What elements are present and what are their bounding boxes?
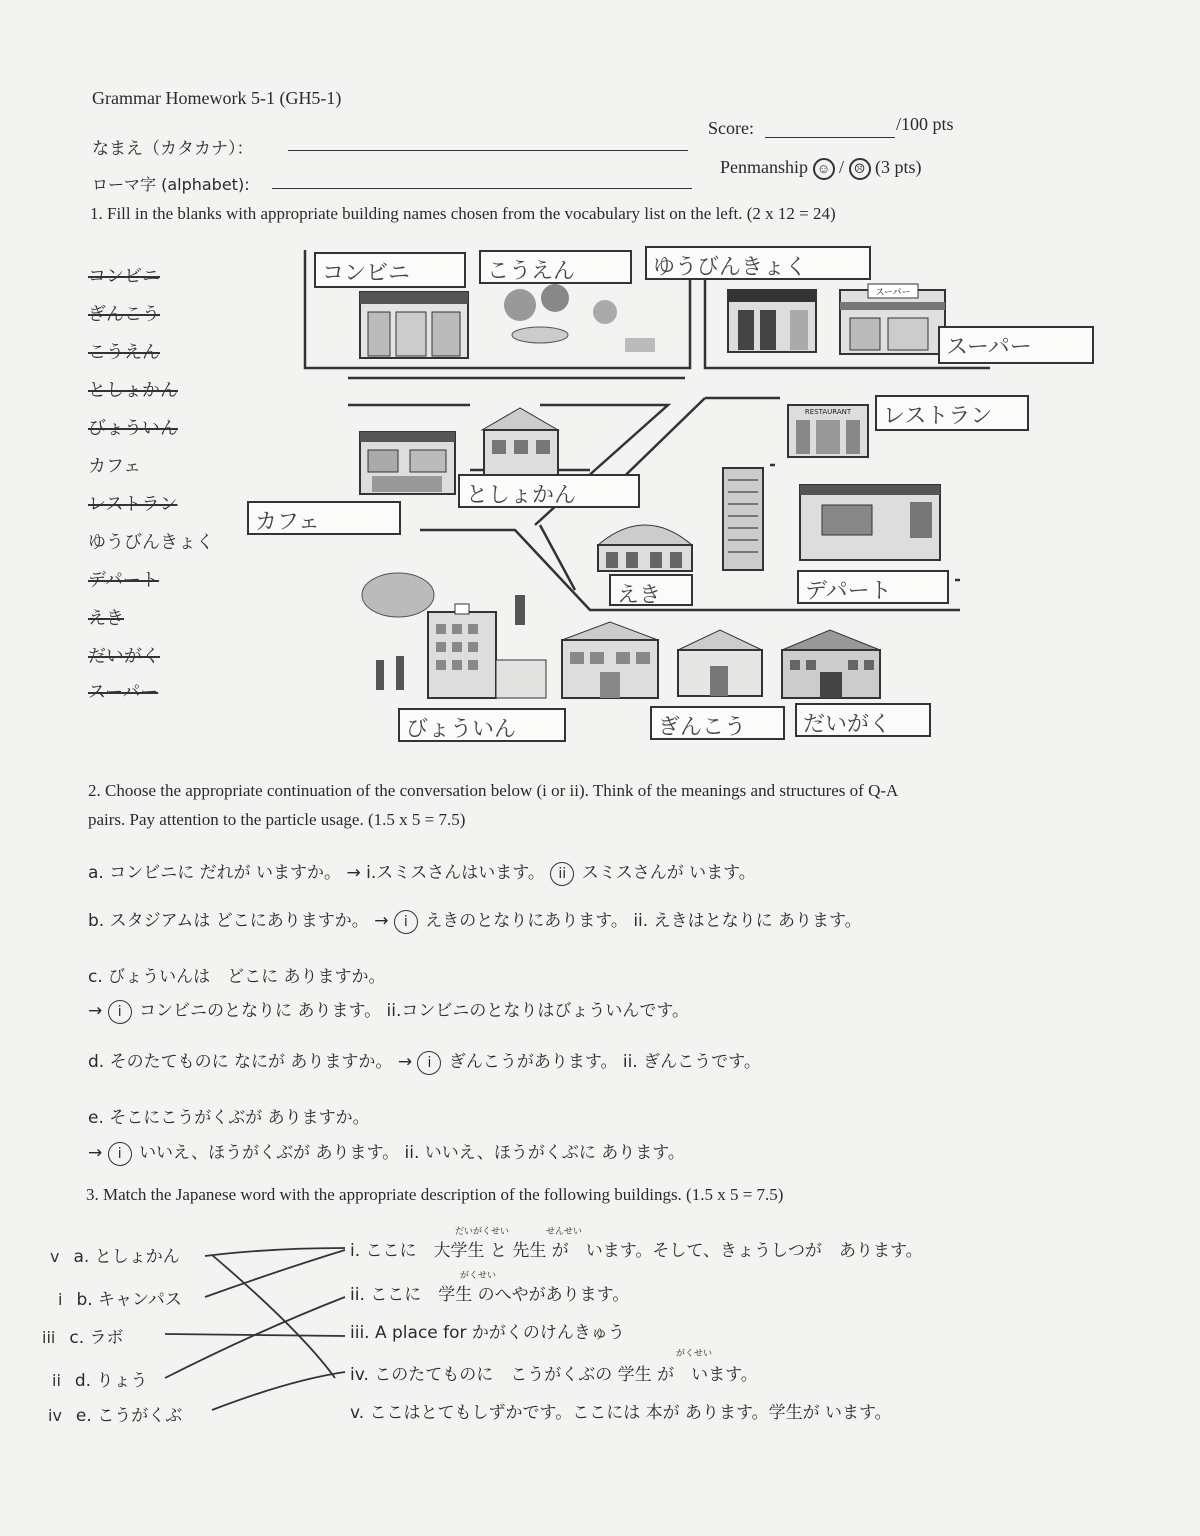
question-b-text: b. スタジアムは どこにありますか。	[88, 911, 369, 931]
arrow-icon: →	[346, 863, 361, 883]
super-sign-text: スーパー	[875, 288, 911, 298]
sad-face-icon[interactable]: ☹	[849, 158, 871, 180]
vocab-item: スーパー	[88, 682, 159, 703]
vocab-item: デパート	[88, 570, 159, 591]
match-word: e. こうがくぶ	[75, 1406, 183, 1426]
question-e-circled-answer[interactable]: i	[108, 1142, 132, 1166]
question-e-option-ii[interactable]: ii. いいえ、ほうがくぶに あります。	[404, 1143, 685, 1163]
question-b-option-i[interactable]: えきのとなりにあります。	[425, 911, 628, 931]
penmanship-label: Penmanship	[720, 157, 808, 177]
answer-box-eki[interactable]: えき	[609, 574, 693, 606]
match-word: c. ラボ	[69, 1328, 124, 1348]
answer-box-cafe[interactable]: カフェ	[247, 501, 401, 535]
match-word: a. としょかん	[73, 1247, 180, 1267]
match-word: b. キャンパス	[76, 1290, 182, 1310]
question-c-option-i[interactable]: コンビニのとなりに あります。	[139, 1001, 382, 1021]
question-a-option-ii[interactable]: スミスさんが います。	[581, 863, 756, 883]
section2-instruction-1: 2. Choose the appropriate continuation of the conversation below (i or ii). Think of the meanings and structures of Q-A	[88, 781, 899, 800]
match-left-a[interactable]	[50, 1242, 180, 1267]
convenience-store-drawing	[360, 292, 468, 358]
answer-box-super[interactable]: スーパー	[938, 326, 1094, 364]
match-left-c[interactable]	[42, 1323, 124, 1348]
vocab-item: びょういん	[88, 418, 178, 439]
tall-building-drawing	[723, 468, 763, 570]
answer-box-depaato[interactable]: デパート	[797, 570, 949, 604]
happy-face-icon[interactable]: ☺	[813, 158, 835, 180]
question-e-answers	[88, 1138, 685, 1166]
answer-box-kouen[interactable]: こうえん	[479, 250, 632, 284]
cafe-drawing	[360, 432, 455, 494]
worksheet-title: Grammar Homework 5-1 (GH5-1)	[92, 88, 342, 108]
name-romaji-label: ローマ字 (alphabet):	[92, 175, 250, 194]
score-label: Score:	[708, 118, 754, 138]
score-total: /100 pts	[896, 114, 954, 134]
match-right-iv[interactable]: iv. このたてものに こうがくぶの 学生 が います。	[350, 1365, 758, 1385]
vocab-item: レストラン	[88, 494, 178, 515]
answer-box-restaurant[interactable]: レストラン	[875, 395, 1029, 431]
furigana-daigakusei: だいがくせい	[455, 1227, 510, 1237]
vocab-item: こうえん	[88, 342, 160, 363]
question-c-answers	[88, 996, 689, 1024]
question-b-circled-answer[interactable]: i	[394, 910, 418, 934]
question-d-option-ii[interactable]: ii. ぎんこうです。	[622, 1052, 761, 1072]
vocab-item: ゆうびんきょく	[88, 532, 214, 553]
question-b	[88, 906, 862, 934]
match-right-iii[interactable]: iii. A place for かがくのけんきゅう	[350, 1323, 625, 1343]
arrow-icon: →	[88, 1143, 103, 1163]
station-drawing	[598, 525, 692, 571]
furigana-gakusei-iv: がくせい	[676, 1349, 713, 1359]
match-left-d[interactable]	[52, 1366, 148, 1391]
question-e-option-i[interactable]: いいえ、ほうがくぶが あります。	[139, 1143, 400, 1163]
question-a-circled-answer[interactable]: ii	[550, 862, 574, 886]
match-word: d. りょう	[74, 1371, 148, 1391]
slash-separator: /	[839, 157, 845, 177]
answer-box-daigaku[interactable]: だいがく	[795, 703, 931, 737]
vocab-item: ぎんこう	[88, 304, 160, 325]
question-a	[88, 858, 756, 886]
question-e-text: e. そこにこうがくぶが ありますか。	[88, 1108, 370, 1128]
vocab-item: えき	[88, 608, 124, 629]
department-store-drawing	[800, 485, 940, 560]
answer-box-toshokan[interactable]: としょかん	[458, 474, 640, 508]
match-right-i[interactable]: i. ここに 大学生 と 先生 が います。そして、きょうしつが あります。	[350, 1241, 923, 1261]
match-mark: i	[58, 1290, 63, 1309]
name-katakana-label: なまえ（カタカナ）：	[92, 139, 254, 159]
vocab-item: コンビニ	[88, 266, 160, 287]
match-mark: iii	[42, 1328, 56, 1347]
question-d-circled-answer[interactable]: i	[417, 1051, 441, 1075]
question-c-circled-answer[interactable]: i	[108, 1000, 132, 1024]
matching-lines	[165, 1248, 345, 1410]
section1-instruction: 1. Fill in the blanks with appropriate building names chosen from the vocabulary list on the left. (2 x 12 = 24)	[90, 204, 836, 223]
match-mark: iv	[48, 1406, 62, 1425]
university-drawing	[782, 630, 880, 698]
answer-box-ginkou[interactable]: ぎんこう	[650, 706, 785, 740]
question-d-text: d. そのたてものに なにが ありますか。	[88, 1052, 393, 1072]
penmanship-points: (3 pts)	[875, 157, 922, 177]
section3-instruction: 3. Match the Japanese word with the appropriate description of the following buildings. (1.5 x 5 = 7.5)	[86, 1185, 784, 1204]
pond-drawing	[362, 573, 434, 617]
question-d	[88, 1047, 761, 1075]
match-left-e[interactable]	[48, 1401, 182, 1426]
match-mark: v	[50, 1247, 60, 1266]
furigana-sensei: せんせい	[546, 1227, 583, 1237]
question-b-option-ii[interactable]: ii. えきはとなりに あります。	[633, 911, 862, 931]
match-right-ii[interactable]: ii. ここに 学生 のへやがあります。	[350, 1285, 630, 1305]
small-building-drawing	[678, 630, 762, 696]
question-a-option-i[interactable]: i.スミスさんはいます。	[366, 863, 545, 883]
answer-box-byouin[interactable]: びょういん	[398, 708, 566, 742]
match-mark: ii	[52, 1371, 61, 1390]
match-left-b[interactable]	[58, 1285, 182, 1310]
library-drawing	[482, 408, 558, 475]
post-office-drawing	[728, 290, 816, 352]
question-c-text: c. びょういんは どこに ありますか。	[88, 967, 386, 987]
restaurant-sign-text: RESTAURANT	[804, 408, 852, 416]
vocab-item: としょかん	[88, 380, 178, 401]
bank-drawing	[562, 622, 658, 698]
answer-box-konbini[interactable]: コンビニ	[314, 252, 466, 288]
question-a-text: a. コンビニに だれが いますか。	[88, 863, 342, 883]
arrow-icon: →	[374, 911, 389, 931]
question-c-option-ii[interactable]: ii.コンビニのとなりはびょういんです。	[386, 1001, 690, 1021]
park-drawing	[504, 284, 655, 352]
furigana-gakusei-ii: がくせい	[460, 1271, 497, 1281]
section2-instruction-2: pairs. Pay attention to the particle usage. (1.5 x 5 = 7.5)	[88, 810, 466, 829]
arrow-icon: →	[397, 1052, 413, 1072]
match-right-v[interactable]: v. ここはとてもしずかです。ここには 本が あります。学生が います。	[350, 1403, 892, 1423]
answer-box-yuubinkyoku[interactable]: ゆうびんきょく	[645, 246, 871, 280]
restaurant-drawing	[788, 405, 868, 457]
arrow-icon: →	[88, 1001, 103, 1021]
hospital-drawing	[428, 604, 546, 698]
vocab-item: カフェ	[88, 456, 142, 477]
vocab-item: だいがく	[88, 646, 160, 667]
question-d-option-i[interactable]: ぎんこうがあります。	[448, 1052, 618, 1072]
supermarket-drawing	[840, 284, 945, 354]
